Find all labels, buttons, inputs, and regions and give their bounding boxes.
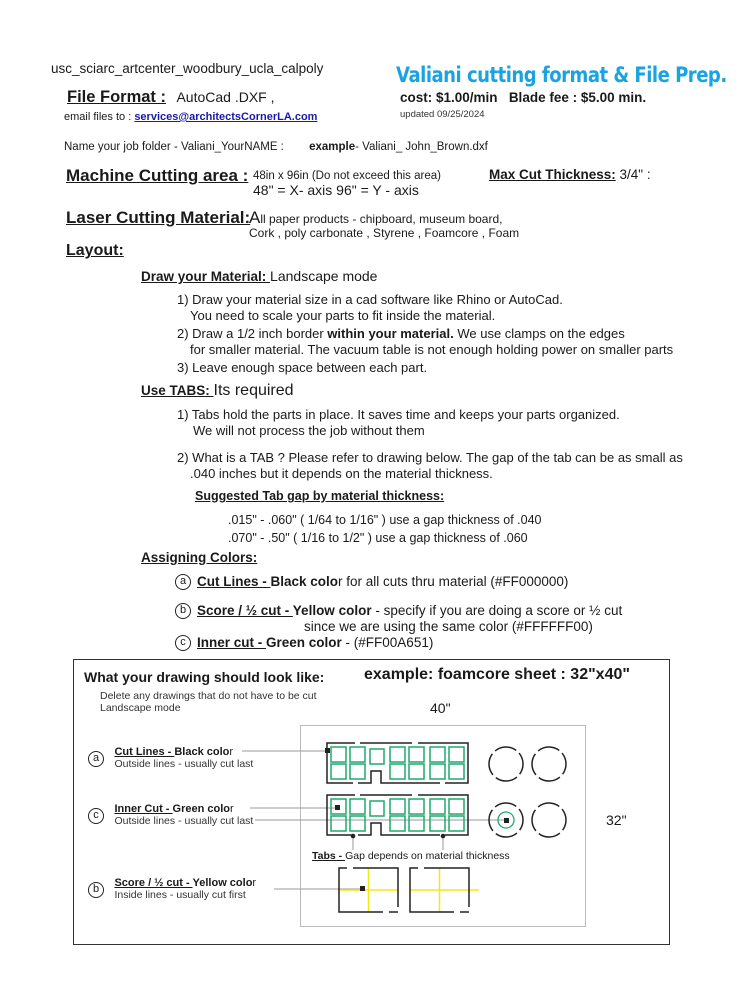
cut-line — [353, 868, 398, 907]
marker-dot — [441, 834, 446, 839]
legend-color: Green colo — [172, 803, 230, 815]
job-folder-text: Name your job folder - Valiani_YourNAME : — [64, 141, 284, 153]
color-item-name: Cut Lines - — [197, 574, 271, 589]
legend-name: Cut Lines - — [114, 746, 175, 758]
draw-step-2-a: 2) Draw a 1/2 inch border — [177, 326, 328, 341]
email-link[interactable]: services@architectsCornerLA.com — [134, 111, 318, 123]
tabs-step-2-line1: 2) What is a TAB ? Please refer to drawing below. The gap of the tab can be as small as — [177, 450, 683, 465]
inner-cut — [449, 747, 464, 762]
marker-dot — [351, 834, 356, 839]
letter-a-badge: a — [175, 574, 191, 590]
draw-material-label: Draw your Material: — [141, 269, 271, 284]
legend-color-tail: r — [229, 746, 234, 758]
cut-line — [358, 771, 440, 783]
tabs-step-1-line2: We will not process the job without them — [193, 423, 425, 438]
color-item-desc: - (#FF00A651) — [341, 635, 434, 650]
use-tabs-label: Use TABS: — [141, 383, 214, 398]
tab-gap-title: Suggested Tab gap by material thickness: — [195, 489, 445, 503]
legend-name: Inner Cut - — [114, 803, 173, 815]
inner-cut — [390, 747, 405, 762]
inner-cut — [449, 816, 464, 831]
marker-square — [325, 748, 330, 753]
tabs-step-1-line1: 1) Tabs hold the parts in place. It saves time and keeps your parts organized. — [177, 407, 620, 422]
color-item-color: Yellow color — [292, 603, 372, 618]
inner-cut — [430, 816, 445, 831]
marker-square — [360, 886, 365, 891]
file-format-value: AutoCad .DXF , — [176, 89, 275, 105]
inner-cut — [350, 799, 365, 814]
machine-area-label: Machine Cutting area : — [66, 166, 249, 185]
inner-cut — [350, 747, 365, 762]
color-item-score-line2: since we are using the same color (#FFFFFF00) — [304, 619, 593, 634]
draw-step-2-b: within your material. — [327, 326, 454, 341]
color-item-name: Score / ½ cut - — [197, 603, 293, 618]
example-label: example — [309, 141, 356, 153]
material-first-letter: A — [249, 208, 261, 227]
example-note-1: Delete any drawings that do not have to be cut — [100, 690, 317, 702]
sheet-height-label: 32" — [606, 812, 627, 828]
marker-square — [335, 805, 340, 810]
letter-b-badge: b — [88, 882, 104, 898]
cut-line — [418, 743, 468, 783]
file-format-label: File Format : — [67, 88, 167, 106]
cost: cost: $1.00/min — [400, 90, 498, 105]
draw-step-2-c: We use clamps on the edges — [453, 326, 625, 341]
machine-size: 48in x 96in (Do not exceed this area) — [253, 170, 441, 182]
color-item-desc: - specify if you are doing a score or ½ cut — [371, 603, 623, 618]
material-line1-text: ll paper products - chipboard, museum board, — [260, 212, 503, 226]
cut-line — [418, 795, 468, 835]
legend-desc: Inside lines - usually cut first — [114, 889, 246, 901]
inner-cut — [409, 747, 424, 762]
tab-gap-row-1: .015" - .060" ( 1/64 to 1/16" ) use a gap thickness of .040 — [228, 513, 542, 527]
assigning-colors-heading: Assigning Colors: — [141, 550, 258, 565]
material-label: Laser Cutting Material: — [66, 208, 251, 227]
tabs-step-2-line2: .040 inches but it depends on the material thickness. — [190, 466, 493, 481]
draw-step-3: 3) Leave enough space between each part. — [177, 360, 428, 375]
draw-material-value: Landscape mode — [270, 268, 378, 284]
inner-cut — [409, 816, 424, 831]
color-item-color: Green color — [266, 635, 342, 650]
inner-cut — [430, 799, 445, 814]
inner-cut — [449, 799, 464, 814]
example-value: - Valiani_ John_Brown.dxf — [355, 141, 488, 153]
inner-cut — [430, 764, 445, 779]
color-item-desc: for all cuts thru material (#FF000000) — [342, 574, 569, 589]
circle-part — [482, 740, 530, 788]
email-prefix: email files to : — [64, 111, 135, 123]
letter-b-badge: b — [175, 603, 191, 619]
inner-cut — [370, 749, 384, 764]
marker-square — [504, 818, 509, 823]
color-item-color: Black colo — [270, 574, 339, 589]
inner-cut — [350, 764, 365, 779]
inner-cut — [409, 764, 424, 779]
color-item-name: Inner cut - — [197, 635, 267, 650]
draw-step-1-line2: You need to scale your parts to fit inside the material. — [190, 308, 496, 323]
draw-step-2-line2: for smaller material. The vacuum table is not enough holding power on smaller parts — [190, 342, 674, 357]
cut-line — [358, 823, 440, 835]
inner-cut — [331, 747, 346, 762]
legend-desc: Outside lines - usually cut last — [114, 815, 254, 827]
sheet-width-label: 40" — [430, 700, 451, 716]
max-thickness-label: Max Cut Thickness: — [489, 167, 616, 182]
color-item-color-tail: r — [338, 574, 343, 589]
updated-date: updated 09/25/2024 — [400, 109, 485, 120]
blade-fee: Blade fee : $5.00 min. — [508, 90, 647, 105]
legend-name: Score / ½ cut - — [114, 877, 193, 889]
inner-cut — [331, 816, 346, 831]
draw-step-1-line1: 1) Draw your material size in a cad software like Rhino or AutoCad. — [177, 292, 563, 307]
circle-part — [525, 796, 573, 844]
inner-cut — [449, 764, 464, 779]
machine-axes: 48" = X- axis 96" = Y - axis — [253, 182, 419, 198]
legend-color-tail: r — [229, 803, 234, 815]
inner-cut — [331, 764, 346, 779]
inner-cut — [409, 799, 424, 814]
example-heading: What your drawing should look like: — [84, 669, 325, 685]
inner-cut — [390, 764, 405, 779]
inner-cut — [350, 816, 365, 831]
example-note-2: Landscape mode — [100, 702, 181, 714]
legend-color-tail: r — [252, 877, 257, 889]
letter-c-badge: c — [88, 808, 104, 824]
example-title: example: foamcore sheet : 32"x40" — [364, 666, 630, 683]
tabs-caption-desc: Gap depends on material thickness — [345, 850, 510, 862]
circle-part — [525, 740, 573, 788]
inner-cut — [430, 747, 445, 762]
max-thickness-value: 3/4" : — [615, 167, 651, 182]
tab-gap-row-2: .070" - .50" ( 1/16 to 1/2" ) use a gap thickness of .060 — [228, 531, 528, 545]
cut-line — [424, 868, 469, 907]
inner-cut — [390, 799, 405, 814]
letter-c-badge: c — [175, 635, 191, 651]
legend-color: Yellow colo — [192, 877, 253, 889]
inner-cut — [370, 801, 384, 816]
inner-cut — [390, 816, 405, 831]
tabs-caption-label: Tabs - — [312, 850, 346, 862]
schools-list: usc_sciarc_artcenter_woodbury_ucla_calpoly — [51, 61, 324, 76]
material-line2: Cork , poly carbonate , Styrene , Foamcore , Foam — [249, 226, 520, 240]
use-tabs-value: Its required — [213, 382, 294, 399]
legend-color: Black colo — [174, 746, 230, 758]
page-title: Valiani cutting format & File Prep. — [396, 63, 727, 87]
legend-desc: Outside lines - usually cut last — [114, 758, 254, 770]
letter-a-badge: a — [88, 751, 104, 767]
layout-heading: Layout: — [66, 242, 124, 259]
